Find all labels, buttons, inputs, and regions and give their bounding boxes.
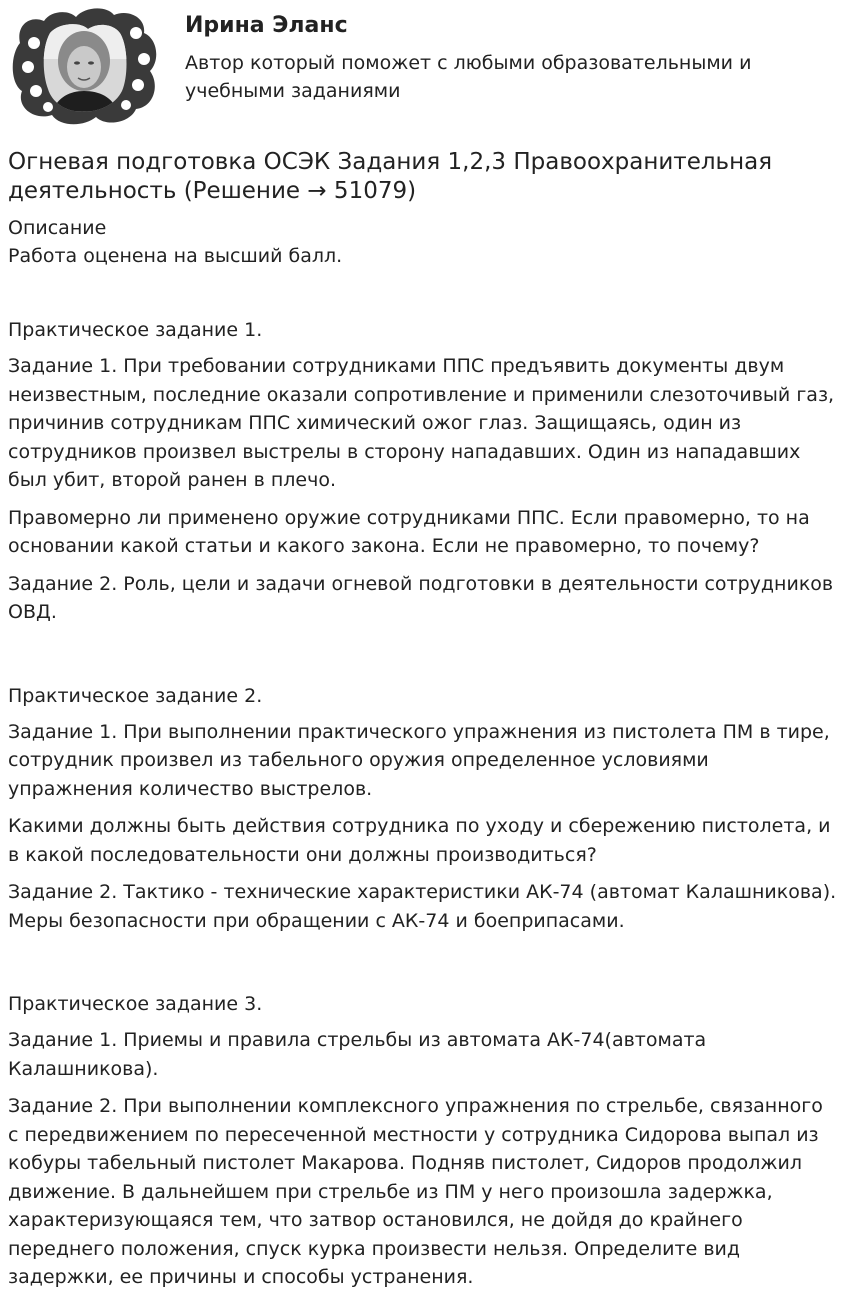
- film-reel-portrait-icon: [10, 3, 162, 129]
- author-name[interactable]: Ирина Эланс: [185, 13, 348, 38]
- task-section-1: [8, 316, 839, 627]
- task-section-3: [8, 990, 839, 1292]
- task-paragraph: Задание 2. Роль, цели и задачи огневой подготовки в деятельности сотрудников ОВД.: [8, 572, 834, 623]
- task-paragraph: Задание 1. При выполнении практического упражнения из пистолета ПМ в тире, сотрудник произвел из табельного оружия определенное условиями упражнения количество выстрелов.: [8, 720, 830, 800]
- author-avatar[interactable]: [10, 3, 162, 129]
- document-title: Огневая подготовка ОСЭК Задания 1,2,3 Правоохранительная деятельность (Решение → 51079): [8, 149, 773, 204]
- task-section-heading: Практическое задание 3.: [8, 993, 263, 1015]
- description-label: Описание: [8, 217, 107, 239]
- task-section-2: [8, 682, 839, 936]
- rating-text: Работа оценена на высший балл.: [8, 245, 343, 267]
- task-paragraph: Задание 1. Приемы и правила стрельбы из автомата АК-74(автомата Калашникова).: [8, 1029, 707, 1080]
- task-paragraph: Правомерно ли применено оружие сотрудниками ППС. Если правомерно, то на основании какой статьи и какого закона. Если не правомерно, то почему?: [8, 506, 810, 557]
- task-paragraph: Какими должны быть действия сотрудника по уходу и сбережению пистолета, и в какой последовательности они должны производиться?: [8, 815, 831, 866]
- task-section-heading: Практическое задание 2.: [8, 684, 263, 707]
- task-paragraph: Задание 2. При выполнении комплексного упражнения по стрельбе, связанного с передвижением по пересеченной местности у сотрудника Сидорова выпал из кобуры табельный пистолет Макарова. Подняв пистолет, Сидоров продолжил движение. В дальнейшем при стрельбе из ПМ у него произошла задержка, характеризующаяся тем, что затвор остановился, не дойдя до крайнего переднего положения, спуск курка произвести нельзя. Определите вид задержки, ее причины и способы устранения.: [8, 1095, 823, 1288]
- task-section-heading: Практическое задание 1.: [8, 319, 263, 341]
- task-paragraph: Задание 2. Тактико - технические характеристики АК-74 (автомат Калашникова). Меры безопасности при обращении с АК-74 и боеприпасами.: [8, 881, 837, 932]
- author-description: Автор который поможет с любыми образовательными и учебными заданиями: [185, 52, 752, 102]
- author-card: [8, 0, 839, 138]
- task-paragraph: Задание 1. При требовании сотрудниками ППС предъявить документы двум неизвестным, последние оказали сопротивление и применили слезоточивый газ, причинив сотрудникам ППС химический ожог глаз. Защищаясь, один из сотрудников произвел выстрелы в сторону нападавших. Один из нападавших был убит, второй ранен в плечо.: [8, 355, 835, 491]
